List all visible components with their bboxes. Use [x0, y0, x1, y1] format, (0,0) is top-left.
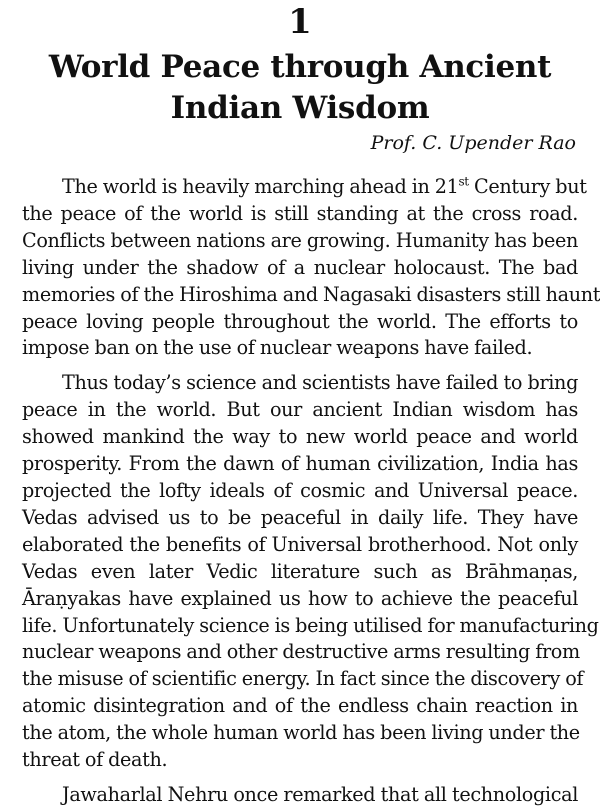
paragraph-line: prosperity. From the dawn of human civilization, India has [22, 452, 578, 476]
chapter-number: 1 [288, 2, 312, 42]
paragraph-3 [22, 782, 578, 809]
line-text-after-superscript: Century but [468, 175, 587, 198]
paragraph-line: Āraṇyakas have explained us how to achieve the peaceful [22, 586, 578, 610]
line-text: The world is heavily marching ahead in 21 [62, 175, 459, 198]
paragraph-line: the atom, the whole human world has been living under the [22, 721, 580, 745]
paragraph-line: Jawaharlal Nehru once remarked that all technological [62, 782, 578, 806]
chapter-title-line-2: Indian Wisdom [170, 90, 430, 126]
paragraph-line: peace loving people throughout the world. The efforts to [22, 309, 578, 333]
paragraph-line: impose ban on the use of nuclear weapons have failed. [22, 336, 533, 360]
paragraph-1 [22, 174, 600, 362]
paragraph-line: Thus today’s science and scientists have failed to bring [62, 371, 578, 395]
paragraph-line: Conflicts between nations are growing. Humanity has been [22, 228, 578, 252]
paragraph-line: the peace of the world is still standing at the cross road. [22, 201, 578, 225]
paragraph-line: projected the lofty ideals of cosmic and Universal peace. [22, 478, 578, 502]
paragraph-line: peace in the world. But our ancient Indian wisdom has [22, 398, 578, 422]
paragraph-2 [22, 370, 599, 774]
paragraph-line [22, 174, 587, 201]
paragraph-line: showed mankind the way to new world peace and world [22, 425, 578, 449]
paragraph-line: living under the shadow of a nuclear holocaust. The bad [22, 255, 578, 279]
paragraph-line: the misuse of scientific energy. In fact since the discovery of [22, 667, 584, 691]
paragraph-line: threat of death. [22, 748, 168, 772]
paragraph-line: Vedas advised us to be peaceful in daily life. They have [22, 505, 578, 529]
paragraph-line: memories of the Hiroshima and Nagasaki disasters still haunt [22, 282, 600, 306]
paragraph-line: atomic disintegration and of the endless chain reaction in [22, 694, 578, 718]
superscript: st [458, 174, 469, 189]
paragraph-line: nuclear weapons and other destructive arms resulting from [22, 640, 580, 664]
author-name: Prof. C. Upender Rao [370, 132, 576, 154]
body-text [22, 174, 600, 809]
chapter-title [22, 47, 578, 129]
paragraph-line: Vedas even later Vedic literature such as Brāhmaṇas, [22, 559, 578, 583]
paragraph-line: elaborated the benefits of Universal brotherhood. Not only [22, 532, 578, 556]
chapter-title-line-1: World Peace through Ancient [48, 49, 552, 85]
paragraph-line: life. Unfortunately science is being utilised for manufacturing [22, 613, 599, 637]
